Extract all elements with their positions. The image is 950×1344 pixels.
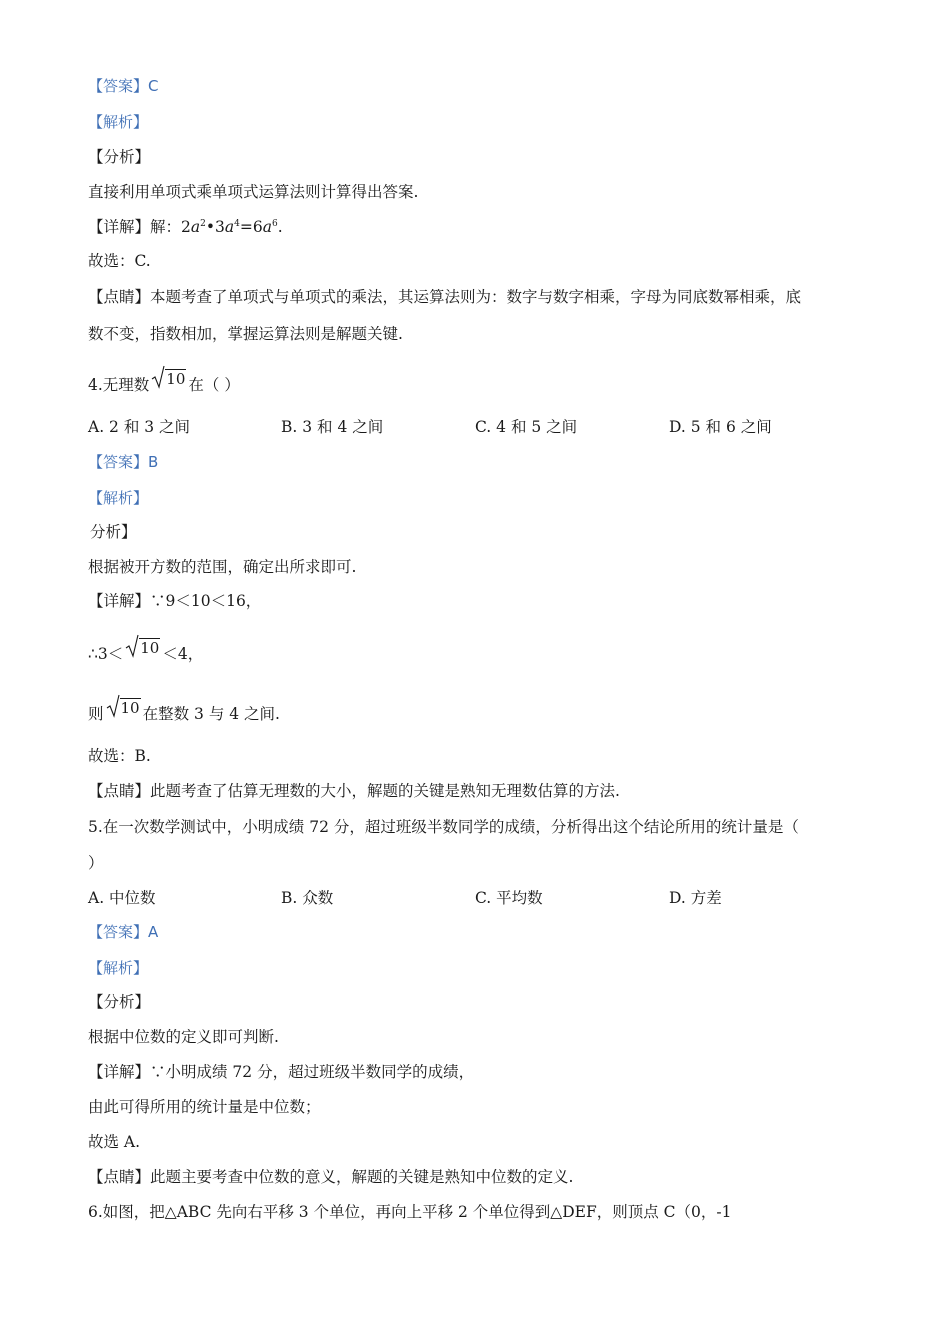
option-d: D. 5 和 6 之间	[669, 418, 772, 436]
question-6-stem: 6.如图，把△ABC 先向右平移 3 个单位，再向上平移 2 个单位得到△DEF，则顶点 C（0，-1	[88, 1203, 732, 1221]
radical-icon	[106, 694, 120, 718]
dianjing-line: 【点睛】此题考查了估算无理数的大小，解题的关键是熟知无理数估算的方法.	[88, 782, 620, 800]
option-a: A. 2 和 3 之间	[88, 418, 191, 436]
choose-line: 故选：B.	[88, 747, 151, 765]
question-5-stem-1: 5.在一次数学测试中，小明成绩 72 分，超过班级半数同学的成绩，分析得出这个结论所用的统计量是（	[88, 818, 799, 836]
fenxi-text: 直接利用单项式乘单项式运算法则计算得出答案.	[88, 183, 419, 201]
answer-tag: 【答案】	[88, 77, 149, 95]
option-c: C. 平均数	[475, 889, 543, 907]
question-4-stem: 4.无理数 10 在（ ）	[88, 368, 240, 396]
dianjing-line-2: 数不变，指数相加，掌握运算法则是解题关键.	[88, 325, 403, 343]
radical-icon	[125, 634, 139, 658]
analysis-heading: 【解析】	[88, 959, 149, 977]
analysis-heading: 【解析】	[88, 489, 149, 507]
answer-line: 【答案】B	[88, 453, 159, 471]
fenxi-heading: 【分析】	[88, 993, 151, 1011]
sqrt-10: 10	[125, 637, 160, 659]
sqrt-10: 10	[106, 697, 141, 719]
option-b: B. 众数	[281, 889, 334, 907]
detail-line-2: 由此可得所用的统计量是中位数；	[88, 1098, 321, 1116]
question-5-stem-2: ）	[88, 854, 104, 872]
fenxi-text: 根据中位数的定义即可判断.	[88, 1028, 279, 1046]
fenxi-text: 根据被开方数的范围，确定出所求即可.	[88, 558, 357, 576]
detail-line-2: ∴3＜ 10 ＜4，	[88, 637, 203, 665]
option-a: A. 中位数	[88, 889, 156, 907]
answer-line	[88, 75, 159, 97]
option-d: D. 方差	[669, 889, 722, 907]
sqrt-10: 10	[151, 368, 186, 390]
option-c: C. 4 和 5 之间	[475, 418, 578, 436]
option-b: B. 3 和 4 之间	[281, 418, 384, 436]
answer-value: C	[148, 77, 159, 95]
detail-line-1: 【详解】∵小明成绩 72 分，超过班级半数同学的成绩，	[88, 1063, 475, 1081]
fenxi-heading: 【分析】	[88, 148, 151, 166]
dianjing-line-1: 【点睛】本题考查了单项式与单项式的乘法，其运算法则为：数字与数字相乘，字母为同底数幂相乘，底	[88, 288, 802, 306]
answer-line: 【答案】A	[88, 923, 159, 941]
radical-icon	[151, 365, 165, 389]
analysis-heading: 【解析】	[88, 113, 149, 131]
choose-line: 故选：C.	[88, 252, 151, 270]
fenxi-heading: 分析】	[90, 523, 137, 541]
detail-line: 【详解】解：$2a^2•3a^4=6a^6$.	[88, 218, 283, 236]
detail-line-3: 则 10 在整数 3 与 4 之间.	[88, 697, 280, 725]
choose-line: 故选 A.	[88, 1133, 141, 1151]
detail-line-1: 【详解】∵9＜10＜16，	[88, 592, 262, 610]
dianjing-line: 【点睛】此题主要考查中位数的意义，解题的关键是熟知中位数的定义.	[88, 1168, 574, 1186]
